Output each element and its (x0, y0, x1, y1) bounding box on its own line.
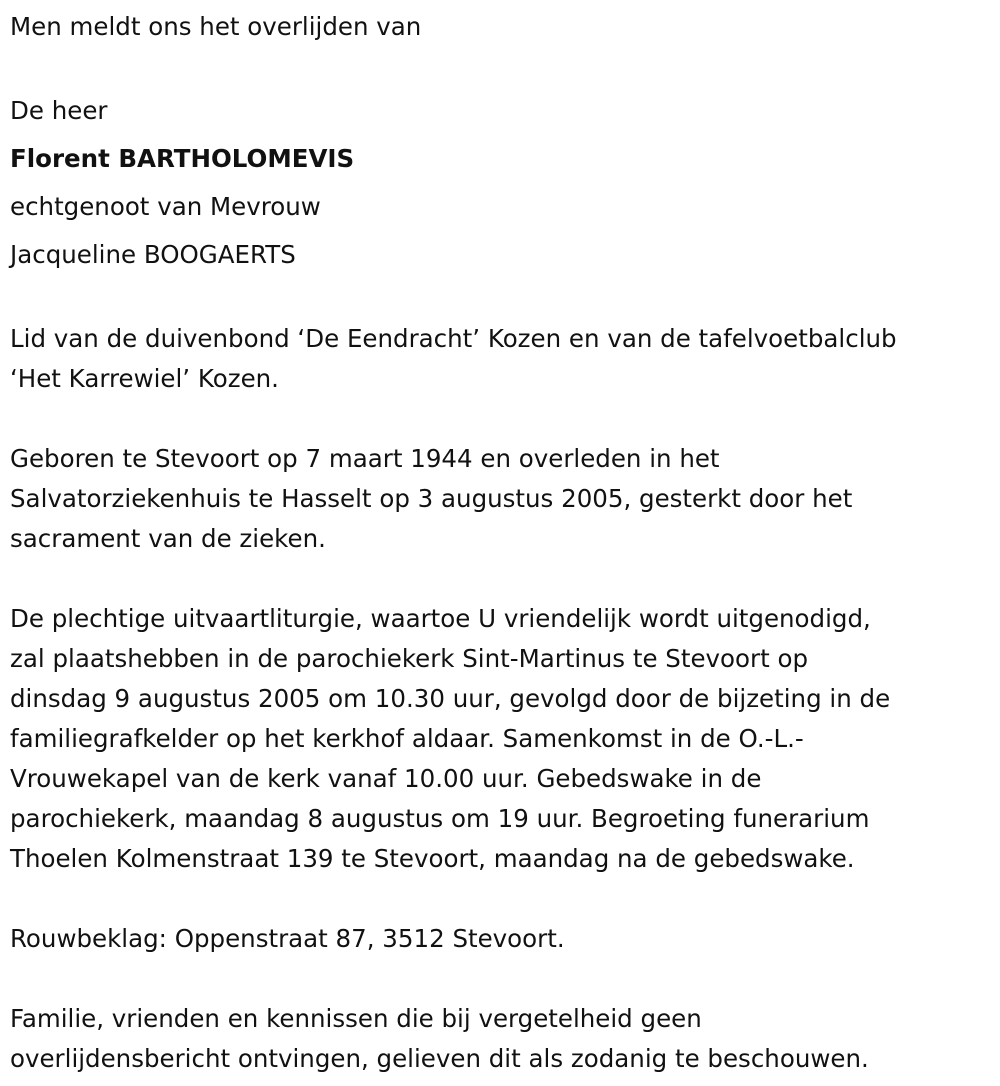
text-line: Salvatorziekenhuis te Hasselt op 3 augustus 2005, gesterkt door het (10, 484, 853, 513)
funeral-paragraph (10, 599, 897, 879)
birth-death-paragraph (10, 439, 897, 559)
deceased-name: Florent BARTHOLOMEVIS (10, 144, 355, 173)
spouse-label: echtgenoot van Mevrouw (10, 192, 321, 221)
death-notice (10, 7, 897, 1079)
text-line: ‘Het Karrewiel’ Kozen. (10, 364, 279, 393)
text-line: Geboren te Stevoort op 7 maart 1944 en overleden in het (10, 444, 720, 473)
text-line: familiegrafkelder op het kerkhof aldaar. Samenkomst in de O.-L.- (10, 724, 804, 753)
text-line: parochiekerk, maandag 8 augustus om 19 uur. Begroeting funerarium (10, 804, 870, 833)
text-line: overlijdensbericht ontvingen, gelieven dit als zodanig te beschouwen. (10, 1044, 869, 1073)
text-line: zal plaatshebben in de parochiekerk Sint-Martinus te Stevoort op (10, 644, 809, 673)
spouse-name: Jacqueline BOOGAERTS (10, 240, 296, 269)
closing-paragraph (10, 999, 897, 1079)
text-line: Lid van de duivenbond ‘De Eendracht’ Kozen en van de tafelvoetbalclub (10, 324, 897, 353)
membership-paragraph (10, 319, 897, 399)
text-line: Familie, vrienden en kennissen die bij vergetelheid geen (10, 1004, 702, 1033)
text-line: Vrouwekapel van de kerk vanaf 10.00 uur. Gebedswake in de (10, 764, 762, 793)
intro-text: Men meldt ons het overlijden van (10, 12, 422, 41)
text-line: sacrament van de zieken. (10, 524, 326, 553)
text-line: De plechtige uitvaartliturgie, waartoe U vriendelijk wordt uitgenodigd, (10, 604, 871, 633)
text-line: dinsdag 9 augustus 2005 om 10.30 uur, gevolgd door de bijzeting in de (10, 684, 891, 713)
text-line: Thoelen Kolmenstraat 139 te Stevoort, maandag na de gebedswake. (10, 844, 855, 873)
condolence-address: Rouwbeklag: Oppenstraat 87, 3512 Stevoort. (10, 924, 565, 953)
title-text: De heer (10, 96, 108, 125)
